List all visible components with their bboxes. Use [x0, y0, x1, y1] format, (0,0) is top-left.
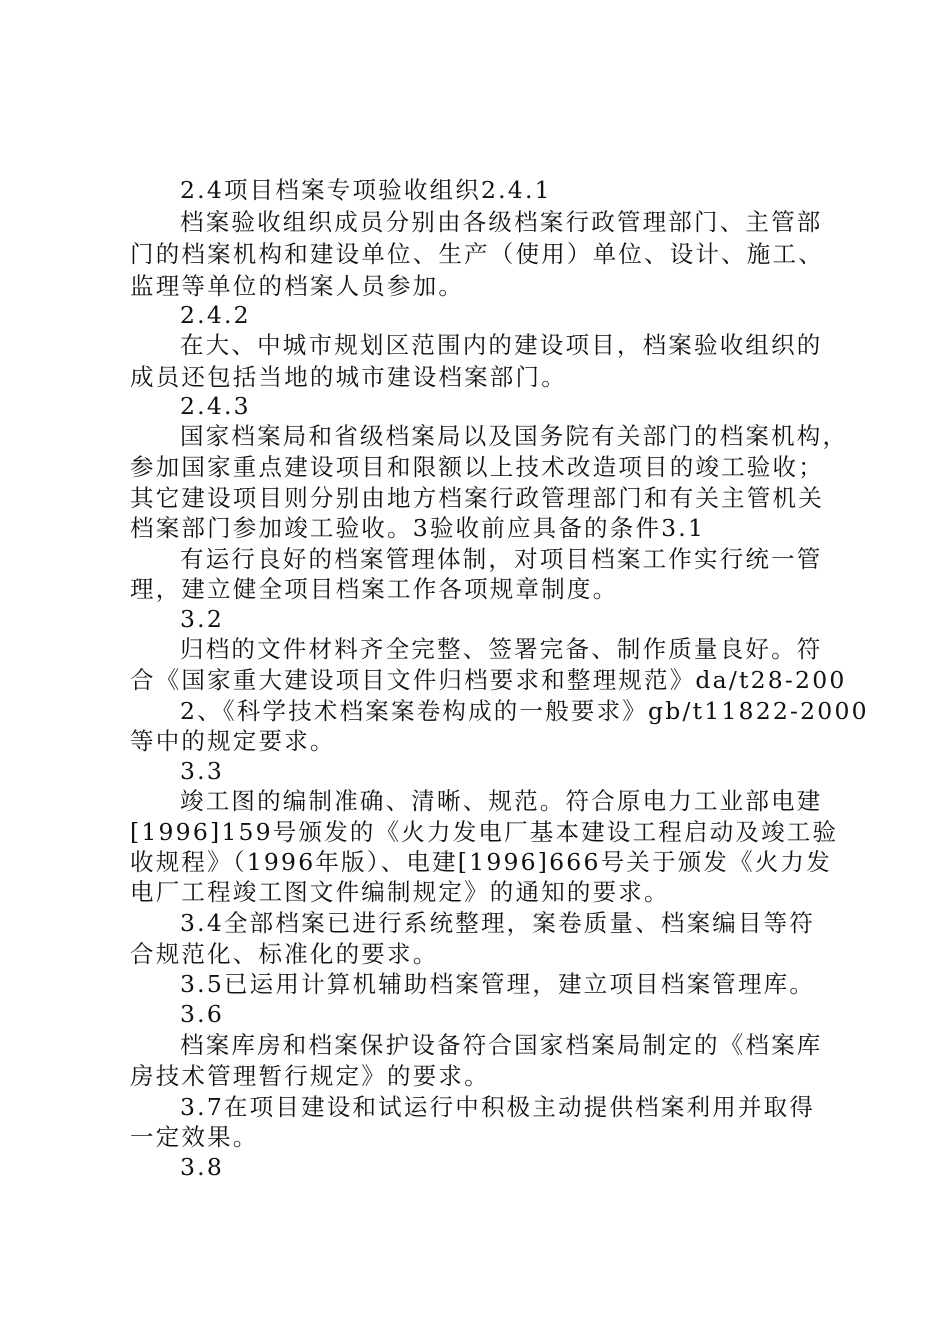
- text-line: 2、《科学技术档案案卷构成的一般要求》gb/t11822-2000: [180, 697, 869, 725]
- text-line: 收规程》（1996年版）、电建[1996]666号关于颁发《火力发: [130, 848, 832, 876]
- text-line: 2.4项目档案专项验收组织2.4.1: [180, 176, 552, 204]
- text-line: 3.4全部档案已进行系统整理，案卷质量、档案编目等符: [180, 909, 816, 937]
- text-line: 3.7在项目建设和试运行中积极主动提供档案利用并取得: [180, 1093, 816, 1121]
- text-line: 国家档案局和省级档案局以及国务院有关部门的档案机构，: [180, 422, 849, 450]
- text-line: 在大、中城市规划区范围内的建设项目，档案验收组织的: [180, 331, 823, 359]
- text-line: 3.5已运用计算机辅助档案管理，建立项目档案管理库。: [180, 970, 816, 998]
- text-line: 合规范化、标准化的要求。: [130, 940, 439, 968]
- text-line: 房技术管理暂行规定》的要求。: [130, 1062, 490, 1090]
- text-line: 理，建立健全项目档案工作各项规章制度。: [130, 575, 619, 603]
- text-line: 2.4.3: [180, 392, 251, 420]
- text-line: 档案验收组织成员分别由各级档案行政管理部门、主管部: [180, 208, 823, 236]
- text-line: 监理等单位的档案人员参加。: [130, 272, 465, 300]
- text-line: 档案部门参加竣工验收。3验收前应具备的条件3.1: [130, 514, 706, 542]
- text-line: 档案库房和档案保护设备符合国家档案局制定的《档案库: [180, 1031, 823, 1059]
- text-line: 成员还包括当地的城市建设档案部门。: [130, 363, 567, 391]
- text-line: 3.2: [180, 605, 224, 633]
- text-line: 门的档案机构和建设单位、生产（使用）单位、设计、施工、: [130, 240, 824, 268]
- text-line: 其它建设项目则分别由地方档案行政管理部门和有关主管机关: [130, 484, 824, 512]
- text-line: 竣工图的编制准确、清晰、规范。符合原电力工业部电建: [180, 787, 823, 815]
- text-line: 一定效果。: [130, 1123, 259, 1151]
- text-line: 3.8: [180, 1153, 224, 1181]
- text-line: 3.6: [180, 1000, 224, 1028]
- text-line: 等中的规定要求。: [130, 727, 336, 755]
- text-line: 3.3: [180, 757, 224, 785]
- text-line: 电厂工程竣工图文件编制规定》的通知的要求。: [130, 878, 670, 906]
- text-line: 合《国家重大建设项目文件归档要求和整理规范》da/t28-200: [130, 666, 847, 694]
- text-line: 归档的文件材料齐全完整、签署完备、制作质量良好。符: [180, 635, 823, 663]
- text-line: 有运行良好的档案管理体制，对项目档案工作实行统一管: [180, 545, 823, 573]
- text-line: 参加国家重点建设项目和限额以上技术改造项目的竣工验收；: [130, 453, 824, 481]
- text-line: 2.4.2: [180, 301, 251, 329]
- text-line: [1996]159号颁发的《火力发电厂基本建设工程启动及竣工验: [130, 818, 839, 846]
